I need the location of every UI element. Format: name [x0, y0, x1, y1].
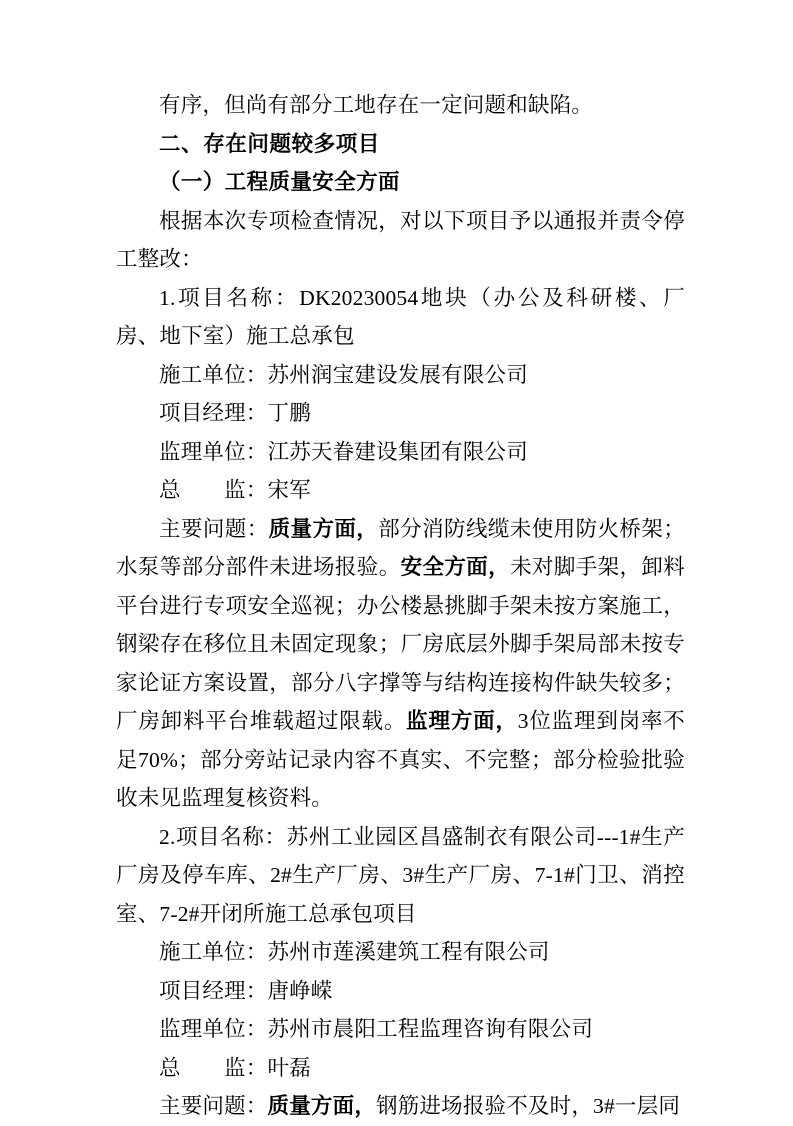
value-supervision-unit-2: 苏州市晨阳工程监理咨询有限公司: [267, 1017, 594, 1041]
value-project-manager-2: 唐峥嵘: [267, 978, 333, 1003]
project-2-name: 2.项目名称：苏州工业园区昌盛制衣有限公司---1#生产厂房及停车库、2#生产厂房、3#生产厂房、7-1#门卫、消控室、7-2#开闭所施工总承包项目: [116, 824, 685, 926]
label-quality-aspect: 质量方面，: [268, 516, 379, 541]
text-safety-aspect: 未对脚手架，卸料平台进行专项安全巡视；办公楼悬挑脚手架未按方案施工，钢梁存在移位且未固定现象；厂房底层外脚手架局部未按专家论证方案设置，部分八字撑等与结构连接构件缺失较多；厂房卸料平台堆载超过限载。: [116, 555, 685, 733]
value-construction-unit: 苏州润宝建设发展有限公司: [267, 362, 528, 387]
text-quality-aspect: 部分消防线缆未使用防火桥架；水泵等部分部件未进场报验。: [116, 516, 685, 579]
project-1-main-issues: [116, 510, 685, 818]
value-chief-supervisor: 宋军: [267, 478, 311, 502]
project-1-name: 1.项目名称：DK20230054地块（办公及科研楼、厂房、地下室）施工总承包: [116, 285, 685, 348]
label-supervision-unit: 监理单位：: [159, 439, 268, 464]
label-chief-supervisor: 总 监：: [159, 478, 268, 502]
project-2-supervision-unit: [116, 1010, 685, 1049]
label-construction-unit-2: 施工单位：: [159, 940, 268, 964]
value-chief-supervisor-2: 叶磊: [267, 1055, 311, 1080]
label-safety-aspect: 安全方面，: [400, 555, 511, 579]
value-construction-unit-2: 苏州市莲溪建筑工程有限公司: [267, 940, 550, 964]
text-supervision-aspect: 3位监理到岗率不足70%；部分旁站记录内容不真实、不完整；部分检验批验收未见监理复核资料。: [116, 709, 685, 810]
label-construction-unit: 施工单位：: [159, 362, 268, 387]
project-2-construction-unit: [116, 933, 685, 972]
label-supervision-unit-2: 监理单位：: [159, 1017, 268, 1041]
project-1-project-manager: [116, 394, 685, 433]
project-2-project-manager: [116, 972, 685, 1011]
project-1-construction-unit: [116, 356, 685, 395]
text-quality-aspect-2: 钢筋进场报验不及时，3#一层同: [376, 1094, 681, 1118]
section-heading-2: 二、存在问题较多项目: [159, 131, 381, 156]
value-project-manager: 丁鹏: [267, 401, 311, 425]
label-supervision-aspect: 监理方面，: [406, 709, 518, 733]
label-quality-aspect-2: 质量方面，: [267, 1094, 377, 1118]
label-main-issues: 主要问题：: [159, 516, 269, 541]
project-2-main-issues: [116, 1087, 685, 1126]
paragraph-continuation: 有序，但尚有部分工地存在一定问题和缺陷。: [159, 93, 594, 117]
paragraph-intro: 根据本次专项检查情况，对以下项目予以通报并责令停工整改：: [116, 208, 685, 271]
project-1-supervision-unit: [116, 433, 685, 472]
document-body: [116, 86, 685, 1126]
label-project-manager-2: 项目经理：: [159, 978, 268, 1003]
label-project-manager: 项目经理：: [159, 401, 268, 425]
project-2-chief-supervisor: [116, 1049, 685, 1088]
project-1-chief-supervisor: [116, 471, 685, 510]
subsection-heading-1: （一）工程质量安全方面: [159, 170, 400, 194]
label-main-issues-2: 主要问题：: [159, 1094, 268, 1118]
label-chief-supervisor-2: 总 监：: [159, 1055, 268, 1080]
value-supervision-unit: 江苏天眷建设集团有限公司: [267, 439, 528, 464]
